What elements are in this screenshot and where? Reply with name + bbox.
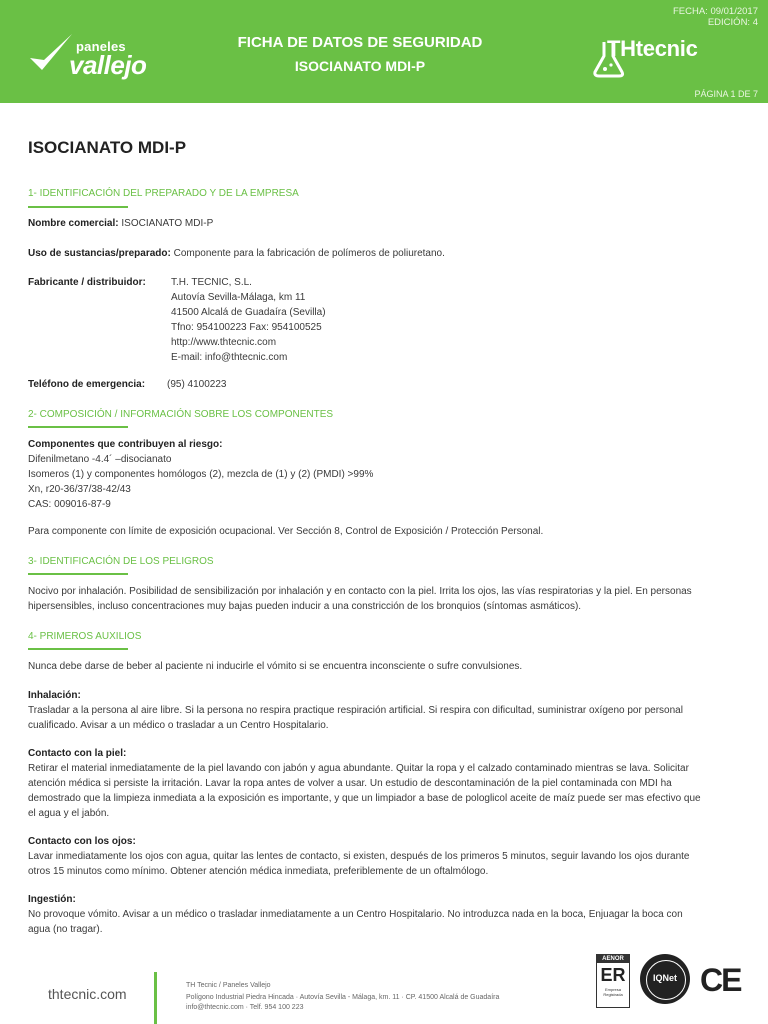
component-line: Isomeros (1) y componentes homólogos (2), mezcla de (1) y (2) (PMDI) >99% [28, 469, 374, 480]
trade-name-row [28, 216, 748, 231]
iqnet-seal [640, 954, 690, 1004]
document-title: ISOCIANATO MDI-P [28, 138, 187, 157]
section-4-heading: 4- PRIMEROS AUXILIOS [28, 631, 142, 642]
skin-block [28, 746, 748, 821]
ingestion-line: No provoque vómito. Avisar a un médico o trasladar inmediatamente a un Centro Hospitalario. No introduzca nada en la boca, Enjuagar la boca con [28, 909, 683, 920]
component-line: CAS: 009016-87-9 [28, 499, 111, 510]
skin-line: Retirar el material inmediatamente de la piel lavando con jabón y agua abundante. Quitar la ropa y el calzado contaminado mientras se lava. Solicitar [28, 763, 689, 774]
skin-line: atención médica si persiste la irritación. Lavar la ropa antes de volver a usar. Un estudio de descontaminación de la piel contaminada con MDI ha [28, 778, 672, 789]
address-line: 41500 Alcalá de Guadaíra (Sevilla) [171, 307, 326, 318]
paneles-vallejo-logo [28, 22, 147, 82]
er-text: ER [600, 965, 626, 985]
footer-website: thtecnic.com [48, 986, 127, 1002]
footer-contact: info@thtecnic.com · Telf. 954 100 223 [186, 1004, 304, 1011]
section-1-rule [28, 206, 128, 208]
ingestion-line: agua (no tragar). [28, 924, 103, 935]
section-3-rule [28, 573, 128, 575]
page-number: PÁGINA 1 DE 7 [694, 89, 758, 99]
first-aid-intro: Nunca debe darse de beber al paciente ni inducirle el vómito si se encuentra inconsciente o sufre convulsiones. [28, 661, 523, 672]
components-label: Componentes que contribuyen al riesgo: [28, 439, 223, 450]
aenor-er-badge [596, 954, 630, 1008]
trade-name-label: Nombre comercial: [28, 218, 119, 229]
er-sub-text: Empresa Registrada [603, 987, 623, 997]
iqnet-text: IQNet [652, 973, 677, 983]
eyes-line: otros 15 minutos como mínimo. Obtener atención médica inmediata, preferiblemente de un oftalmólogo. [28, 866, 489, 877]
section-2-heading: 2- COMPOSICIÓN / INFORMACIÓN SOBRE LOS COMPONENTES [28, 409, 334, 420]
footer-address: Polígono Industrial Piedra Hincada · Autovía Sevilla - Málaga, km. 11 · CP. 41500 Alcalá de Guadaíra [186, 994, 500, 1001]
sheet-subtitle: ISOCIANATO MDI-P [294, 58, 426, 74]
skin-label: Contacto con la piel: [28, 748, 127, 759]
use-value: Componente para la fabricación de polímeros de poliuretano. [170, 248, 445, 259]
aenor-text: AENOR [597, 955, 629, 963]
emergency-phone: (95) 4100223 [167, 379, 227, 390]
manufacturer-label: Fabricante / distribuidor: [28, 277, 146, 288]
section-3-heading: 3- IDENTIFICACIÓN DE LOS PELIGROS [28, 556, 214, 567]
use-row [28, 246, 748, 261]
ingestion-label: Ingestión: [28, 894, 76, 905]
use-label: Uso de sustancias/preparado: [28, 248, 171, 259]
checkmark-icon [28, 30, 74, 76]
section-4-rule [28, 648, 128, 650]
skin-line: el agua y el jabón. [28, 808, 110, 819]
component-line: Xn, r20-36/37/38-42/43 [28, 484, 131, 495]
thtecnic-logo [592, 36, 752, 78]
eyes-line: Lavar inmediatamente los ojos con agua, quitar las lentes de contacto, si existen, después de los primeros 5 minutos, seguir lavando los ojos durante [28, 851, 690, 862]
header-band [0, 0, 768, 103]
ce-mark: CE [700, 962, 741, 998]
brand-vallejo: vallejo [69, 50, 147, 80]
components-block [28, 437, 748, 512]
exposure-note: Para componente con límite de exposición ocupacional. Ver Sección 8, Control de Exposición / Protección Personal. [28, 526, 544, 537]
brand-thtecnic: THtecnic [607, 36, 698, 61]
inhalation-line: cualificado. Avisar a un médico o trasladar a un Centro Hospitalario. [28, 720, 329, 731]
section-2-rule [28, 426, 128, 428]
inhalation-line: Trasladar a la persona al aire libre. Si la persona no respira practique respiración artificial. Si respira con dificultad, suministrar oxígeno por personal [28, 705, 683, 716]
footer-divider [154, 972, 157, 1024]
address-line: Tfno: 954100223 Fax: 954100525 [171, 322, 322, 333]
address-line: E-mail: info@thtecnic.com [171, 352, 288, 363]
ingestion-block [28, 892, 748, 937]
inhalation-block [28, 688, 748, 733]
section-1-heading: 1- IDENTIFICACIÓN DEL PREPARADO Y DE LA EMPRESA [28, 188, 299, 199]
eyes-label: Contacto con los ojos: [28, 836, 136, 847]
eyes-block [28, 834, 748, 879]
edition: EDICIÓN: 4 [707, 17, 758, 28]
trade-name-value: ISOCIANATO MDI-P [118, 218, 214, 229]
skin-line: demostrado que la limpieza inmediata a la exposición es importante, y que un limpiador a base de pologlicol aceite de maíz puede ser mas efectivo que [28, 793, 701, 804]
hazards-text [28, 584, 748, 614]
manufacturer-address [171, 275, 326, 365]
address-line: T.H. TECNIC, S.L. [171, 277, 252, 288]
date-edition [673, 6, 758, 28]
date: FECHA: 09/01/2017 [672, 6, 758, 17]
address-line: http://www.thtecnic.com [171, 337, 277, 348]
brand-paneles: paneles [76, 39, 126, 54]
footer-company: TH Tecnic / Paneles Vallejo [186, 982, 271, 989]
component-line: Difenilmetano -4.4´ –disocianato [28, 454, 172, 465]
hazards-line: Nocivo por inhalación. Posibilidad de sensibilización por inhalación y en contacto con la piel. Irrita los ojos, las vías respiratorias y la piel. En personas [28, 586, 692, 597]
sheet-title: FICHA DE DATOS DE SEGURIDAD [237, 34, 483, 51]
address-line: Autovía Sevilla-Málaga, km 11 [171, 292, 306, 303]
hazards-line: hipersensibles, incluso concentraciones muy bajas pueden inducir a una constricción de los bronquios (síntomas asmáticos). [28, 601, 582, 612]
inhalation-label: Inhalación: [28, 690, 81, 701]
emergency-label: Teléfono de emergencia: [28, 379, 146, 390]
